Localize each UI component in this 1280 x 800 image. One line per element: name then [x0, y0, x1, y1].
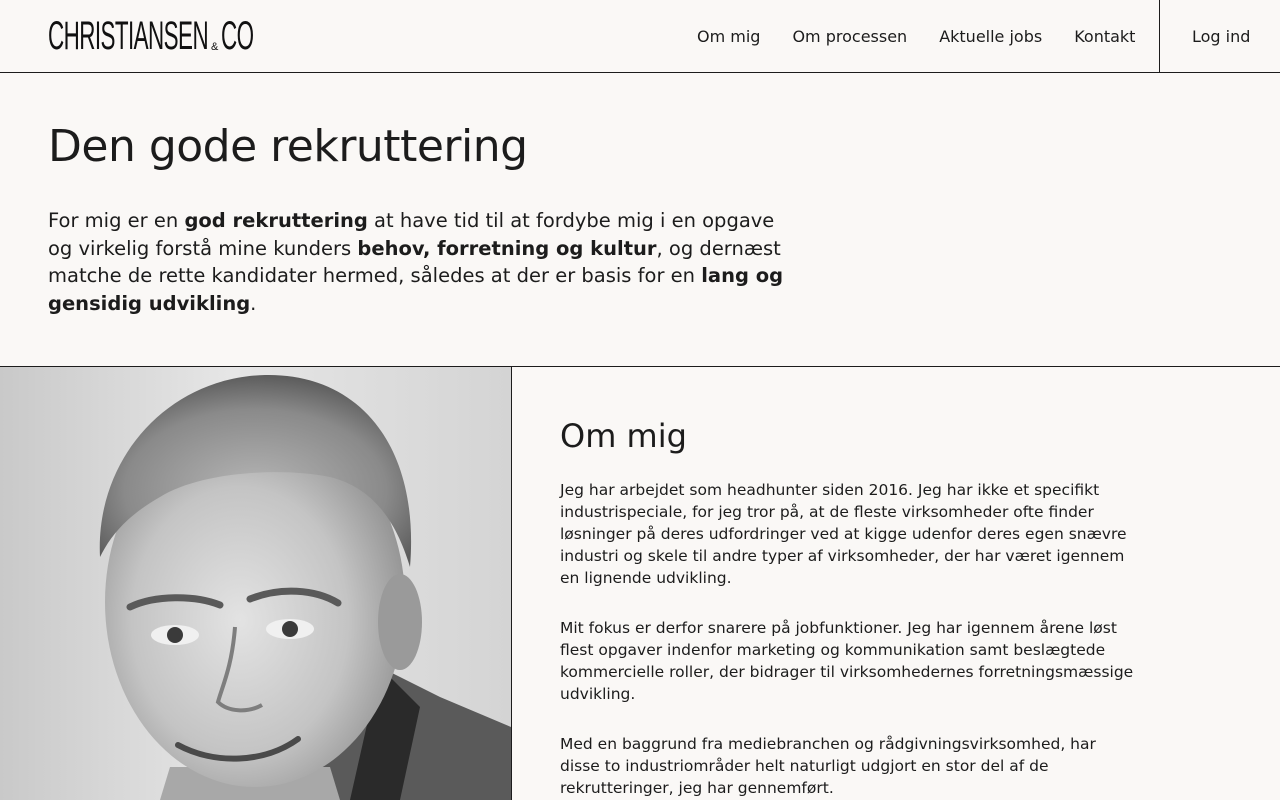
hero-title: Den gode rekruttering [48, 121, 528, 172]
hero-intro-text-4: . [250, 291, 257, 315]
about-paragraph: Med en baggrund fra mediebranchen og rådgivningsvirksomhed, har disse to industriområder helt naturligt udgjort en stor del af de rekrutteringer, jeg har gennemført. [560, 735, 1096, 797]
site-header [0, 0, 1280, 73]
hero-intro-bold-2: behov, forretning og kultur [357, 236, 657, 260]
nav-link-aktuelle-jobs[interactable]: Aktuelle jobs [939, 26, 1043, 46]
logo-ampersand: & [211, 41, 219, 53]
portrait-photo [0, 367, 512, 800]
about-paragraph: Jeg har arbejdet som headhunter siden 2016. Jeg har ikke et specifikt industrispeciale, for jeg tror på, at de fleste virksomheder ofte finder løsninger på deres udfordringer ved at kigge udenfor deres egen snævre industri og skele til andre typer af virksomheder, der har været igennem en lignende udvikling. [560, 481, 1127, 587]
hero-intro-bold-3: lang og gensidig udvikling [48, 264, 784, 315]
hero-intro-text-3: , og dernæst matche de rette kandidater hermed, således at der er basis for en [48, 236, 781, 288]
login-link[interactable]: Log ind [1192, 26, 1251, 46]
hero-intro-text-1: For mig er en [48, 209, 185, 232]
logo-wordmark: CHRISTIANSEN [48, 14, 209, 58]
nav-link-om-mig[interactable]: Om mig [697, 26, 761, 46]
about-title: Om mig [560, 417, 687, 455]
portrait-illustration [0, 367, 511, 800]
hero-intro-text-2: at have tid til at fordybe mig i en opgave og virkelig forstå mine kunders [48, 209, 775, 260]
nav-link-kontakt[interactable]: Kontakt [1074, 26, 1136, 46]
nav-divider [1159, 0, 1160, 72]
nav-link-om-processen[interactable]: Om processen [792, 26, 908, 46]
about-paragraph: Mit fokus er derfor snarere på jobfunktioner. Jeg har igennem årene løst flest opgaver indenfor marketing og kommunikation samt beslægtede kommercielle roller, der bidrager til virksomhedernes forretningsmæssige udvikling. [560, 619, 1134, 703]
hero-intro [48, 207, 793, 317]
logo-co: CO [221, 14, 254, 58]
hero-intro-bold-1: god rekruttering [184, 209, 368, 232]
main-nav [697, 0, 1135, 72]
logo[interactable] [48, 14, 254, 58]
hero-section [0, 73, 1280, 367]
